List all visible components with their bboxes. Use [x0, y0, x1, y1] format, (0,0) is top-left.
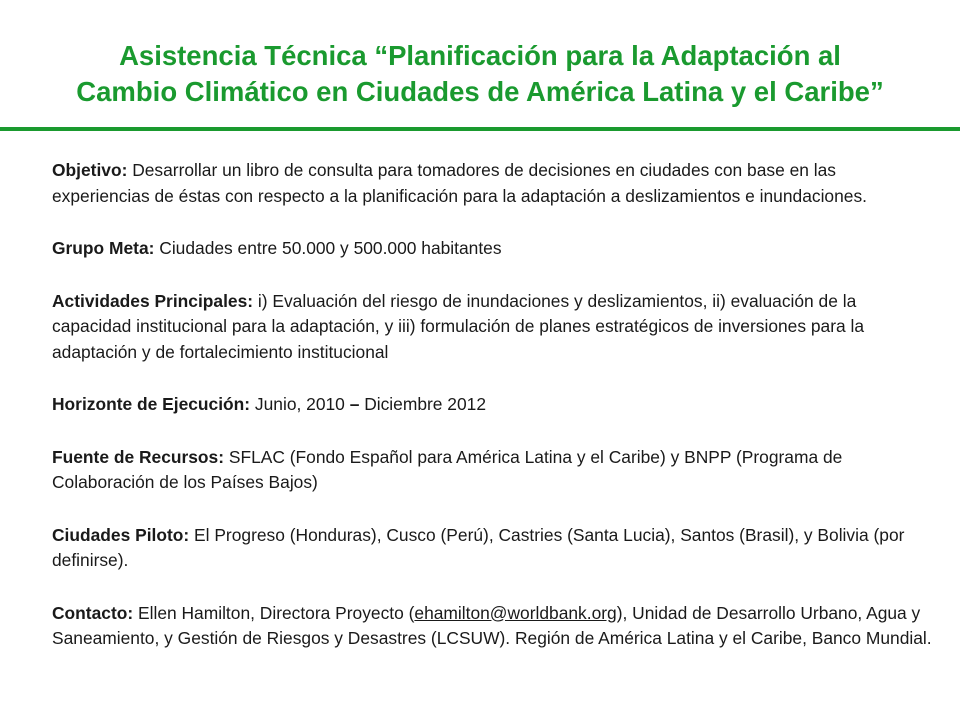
- contact-email-link[interactable]: ehamilton@worldbank.org: [414, 602, 617, 623]
- grupo-meta-text: Ciudades entre 50.000 y 500.000 habitantes: [154, 238, 502, 258]
- ciudades-label: Ciudades Piloto:: [52, 524, 190, 545]
- title-line-1: Asistencia Técnica “Planificación para la Adaptación al: [119, 40, 841, 71]
- page-title: [0, 38, 960, 110]
- horizonte-paragraph: [52, 392, 932, 418]
- fuente-text: SFLAC (Fondo Español para América Latina y el Caribe) y BNPP (Programa de Colaboración de los Países Bajos): [52, 446, 843, 492]
- title-divider: [0, 127, 960, 131]
- contacto-text-before: Ellen Hamilton, Directora Proyecto (: [133, 602, 415, 623]
- contacto-label: Contacto:: [52, 602, 134, 623]
- objetivo-paragraph: [52, 158, 932, 209]
- actividades-paragraph: [52, 289, 932, 366]
- horizonte-text: Junio, 2010: [250, 394, 350, 414]
- fuente-paragraph: [52, 445, 932, 496]
- title-line-2: Cambio Climático en Ciudades de América Latina y el Caribe”: [76, 76, 884, 107]
- fuente-label: Fuente de Recursos:: [52, 446, 225, 467]
- actividades-text: i) Evaluación del riesgo de inundaciones y deslizamientos, ii) evaluación de la capacidad institucional para la adaptación, y iii) formulación de planes estratégicos de inversiones para la adaptación y de fortalecimiento institucional: [52, 290, 865, 362]
- objetivo-text: Desarrollar un libro de consulta para tomadores de decisiones en ciudades con base en las experiencias de éstas con respecto a la planificación para la adaptación a deslizamientos e inundaciones.: [52, 160, 867, 206]
- actividades-label: Actividades Principales:: [52, 290, 254, 311]
- horizonte-label: Horizonte de Ejecución:: [52, 394, 251, 414]
- horizonte-dash: –: [349, 394, 360, 414]
- contacto-text-after: ), Unidad de Desarrollo Urbano, Agua y Saneamiento, y Gestión de Riesgos y Desastres (LCSUW). Región de América Latina y el Caribe, Banco Mundial.: [52, 602, 932, 648]
- horizonte-text-after: Diciembre 2012: [359, 394, 486, 414]
- grupo-meta-paragraph: [52, 236, 932, 262]
- ciudades-text: El Progreso (Honduras), Cusco (Perú), Castries (Santa Lucia), Santos (Brasil), y Bolivia (por definirse).: [52, 524, 905, 570]
- ciudades-paragraph: [52, 523, 932, 574]
- grupo-meta-label: Grupo Meta:: [52, 238, 155, 258]
- content-body: [52, 158, 932, 652]
- objetivo-label: Objetivo:: [52, 160, 128, 180]
- contacto-paragraph: [52, 601, 932, 652]
